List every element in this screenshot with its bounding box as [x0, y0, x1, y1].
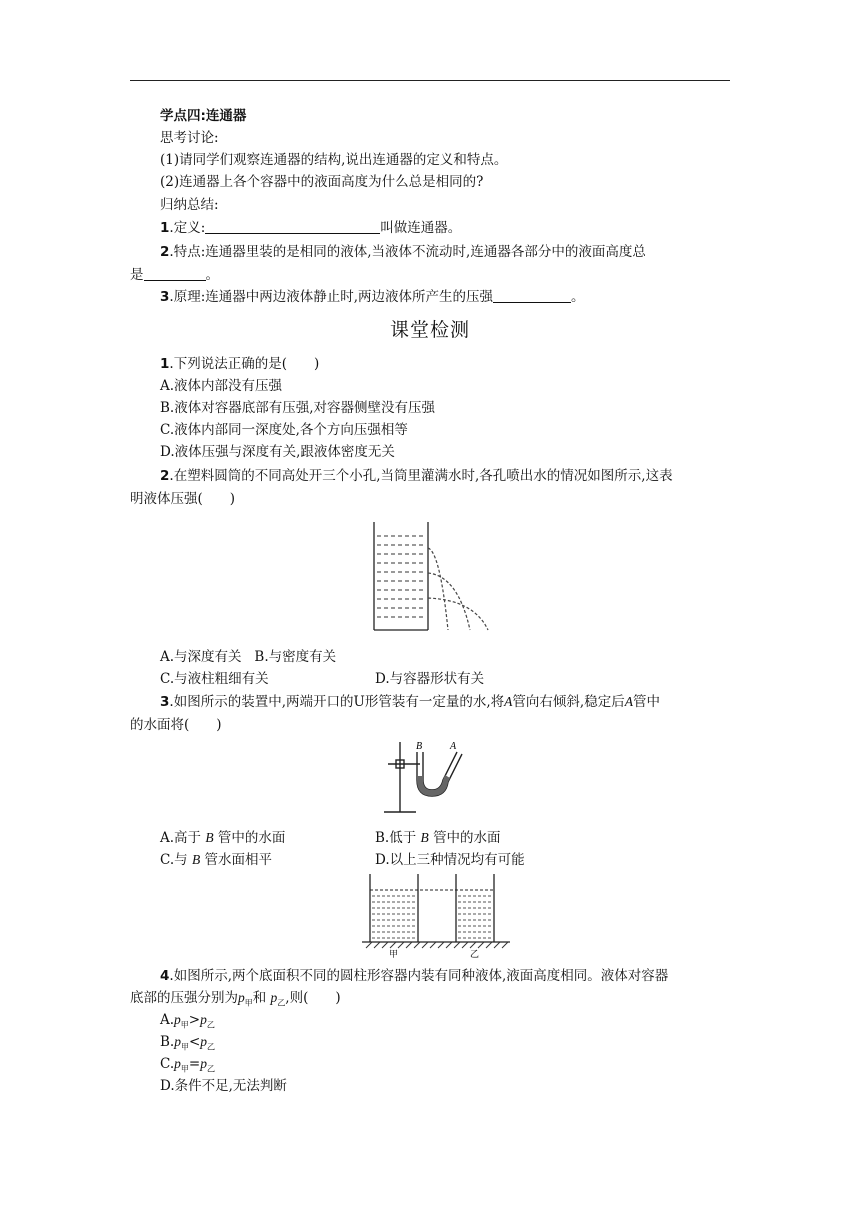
var-p: p [200, 1034, 208, 1049]
u-tube-figure [380, 738, 480, 820]
q1-option-c: C.液体内部同一深度处,各个方向压强相等 [160, 422, 408, 438]
fig-label-yi: 乙 [470, 950, 480, 958]
point-text: 是 [130, 267, 144, 283]
summary-point-2-cont [130, 265, 219, 285]
fig-label-b: B [416, 741, 423, 752]
header-rule [130, 80, 730, 81]
q4-option-d: D.条件不足,无法判断 [160, 1078, 287, 1094]
section-heading: 学点四:连通器 [160, 108, 247, 124]
var-b: B [420, 830, 429, 845]
q3-option-a [160, 828, 285, 848]
q3-option-d: D.以上三种情况均有可能 [375, 852, 525, 868]
q2-option-b: B.与密度有关 [254, 649, 337, 665]
var-p: p [238, 990, 245, 1005]
var-p: p [270, 990, 278, 1005]
option-label: C. [160, 1056, 175, 1072]
question-number: 3 [160, 694, 170, 710]
q2-options-ab [160, 647, 336, 667]
subscript-yi: 乙 [277, 998, 286, 1008]
option-text: C.与 [160, 852, 188, 868]
option-text: 管中的水面 [433, 830, 501, 846]
water-jet-cylinder-figure [370, 518, 495, 636]
point-number: 3 [160, 289, 170, 305]
discussion-q2: (2)连通器上各个容器中的液面高度为什么总是相同的? [160, 174, 484, 190]
point-number: 1 [160, 220, 170, 236]
q1-option-a: A.液体内部没有压强 [160, 378, 283, 394]
question-text: ,则( ) [285, 990, 341, 1006]
q2-stem [160, 466, 673, 486]
fig-label-jia: 甲 [389, 950, 399, 958]
q2-option-a: A.与深度有关 [160, 649, 242, 665]
option-label: A. [160, 1012, 175, 1028]
point-text: 叫做连通器。 [380, 220, 462, 236]
q3-option-c [160, 850, 272, 870]
point-text: .定义: [169, 220, 206, 236]
discussion-q1: (1)请同学们观察连通器的结构,说出连通器的定义和特点。 [160, 152, 508, 168]
question-text: .下列说法正确的是( ) [169, 356, 320, 372]
subscript-jia: 甲 [180, 1020, 189, 1030]
question-text: 和 [252, 990, 267, 1006]
subscript-jia: 甲 [244, 998, 253, 1008]
think-label: 思考讨论: [160, 130, 219, 146]
question-number: 4 [160, 968, 170, 984]
option-label: B. [160, 1034, 175, 1050]
var-p: p [174, 1012, 181, 1027]
operator: = [188, 1056, 201, 1072]
q1-stem [160, 354, 319, 374]
question-text: .如图所示,两个底面积不同的圆柱形容器内装有同种液体,液面高度相同。液体对容器 [169, 968, 669, 984]
q4-stem [160, 966, 668, 986]
question-number: 2 [160, 468, 170, 484]
quiz-title: 课堂检测 [389, 319, 470, 341]
two-containers-figure [358, 872, 518, 958]
var-p: p [200, 1056, 207, 1071]
option-text: A.高于 [160, 830, 202, 846]
subscript-yi: 乙 [207, 1042, 216, 1052]
point-text: 。 [205, 267, 219, 283]
subscript-yi: 乙 [206, 1064, 215, 1074]
question-number: 1 [160, 356, 170, 372]
var-b: B [205, 830, 214, 845]
fig-label-a: A [450, 741, 457, 752]
operator: > [188, 1012, 201, 1028]
point-text: 。 [571, 289, 585, 305]
q1-option-b: B.液体对容器底部有压强,对容器侧壁没有压强 [160, 400, 436, 416]
summary-point-3 [160, 287, 585, 307]
subscript-jia: 甲 [180, 1042, 189, 1052]
q3-option-b [375, 828, 501, 848]
q1-option-d: D.液体压强与深度有关,跟液体密度无关 [160, 444, 395, 460]
answer-blank [205, 219, 380, 234]
question-text: 底部的压强分别为 [130, 990, 238, 1006]
option-text: 管水面相平 [204, 852, 272, 868]
q2-option-d: D.与容器形状有关 [375, 671, 485, 687]
point-text: .原理:连通器中两边液体静止时,两边液体所产生的压强 [169, 289, 494, 305]
q3-stem [160, 692, 660, 712]
point-number: 2 [160, 244, 170, 260]
var-p: p [174, 1034, 181, 1049]
summary-point-2 [160, 242, 646, 262]
summary-point-1 [160, 218, 461, 238]
answer-blank [144, 266, 206, 281]
question-text: .在塑料圆筒的不同高处开三个小孔,当筒里灌满水时,各孔喷出水的情况如图所示,这表 [169, 468, 673, 484]
question-text: 管向右倾斜,稳定后 [512, 694, 625, 710]
operator: < [188, 1034, 201, 1050]
q2-option-c: C.与液柱粗细有关 [160, 671, 269, 687]
option-text: B.低于 [375, 830, 417, 846]
var-b: B [191, 852, 201, 867]
point-text: .特点:连通器里装的是相同的液体,当液体不流动时,连通器各部分中的液面高度总 [169, 244, 646, 260]
subscript-jia: 甲 [180, 1064, 189, 1074]
var-a: A [624, 694, 633, 709]
subscript-yi: 乙 [206, 1020, 215, 1030]
var-p: p [174, 1056, 181, 1071]
var-a: A [504, 694, 513, 709]
answer-blank [493, 288, 571, 303]
question-text: .如图所示的装置中,两端开口的U形管装有一定量的水,将 [169, 694, 505, 710]
var-p: p [200, 1012, 207, 1027]
q2-stem-cont: 明液体压强( ) [130, 491, 236, 507]
summary-label: 归纳总结: [160, 197, 219, 213]
q3-stem-cont: 的水面将( ) [130, 717, 222, 733]
question-text: 管中 [632, 694, 660, 710]
option-text: 管中的水面 [217, 830, 286, 846]
